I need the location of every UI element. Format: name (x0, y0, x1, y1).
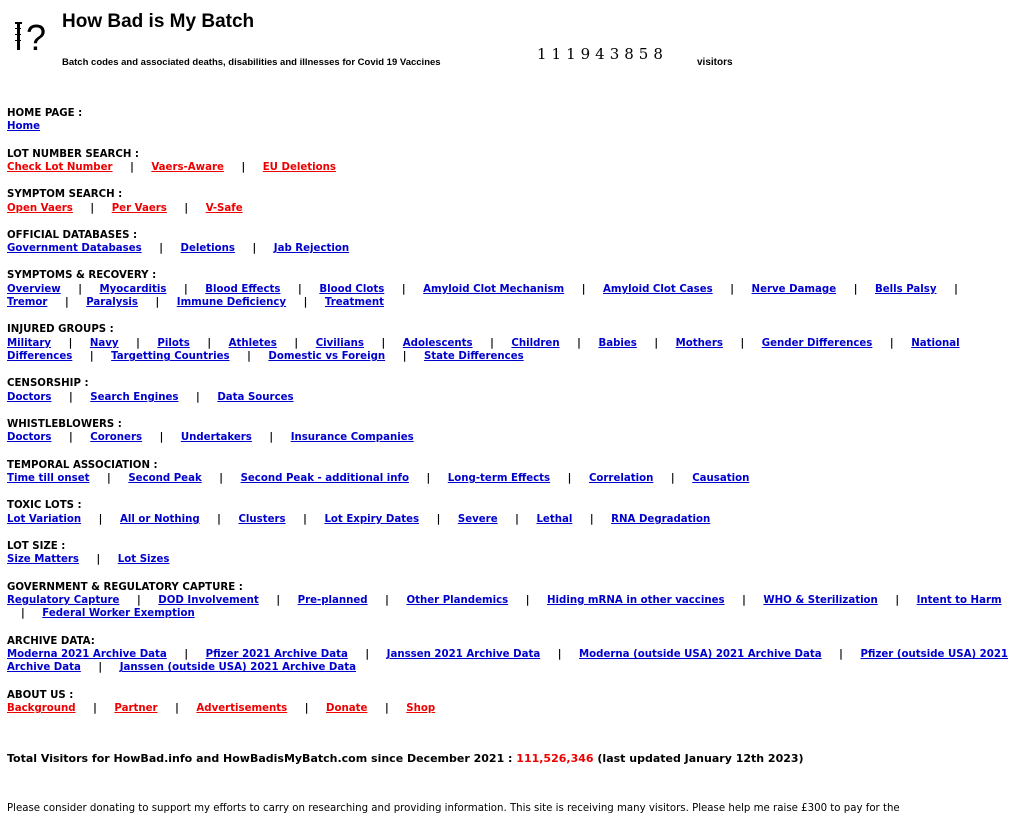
nav-link-government-databases[interactable]: Government Databases (7, 243, 142, 255)
link-separator: | (159, 432, 164, 444)
link-separator: | (184, 283, 188, 295)
nav-link-lot-expiry-dates[interactable]: Lot Expiry Dates (324, 513, 420, 525)
nav-link-amyloid-clot-mechanism[interactable]: Amyloid Clot Mechanism (423, 283, 565, 295)
nav-link-gender-differences[interactable]: Gender Differences (761, 337, 873, 349)
nav-link-pilots[interactable]: Pilots (157, 337, 190, 349)
section-heading: LOT NUMBER SEARCH : (7, 148, 139, 160)
menu-section-lot-size (7, 540, 1012, 567)
nav-link-clusters[interactable]: Clusters (238, 513, 286, 525)
nav-link-janssen-outside-usa-2021-archive-data[interactable]: Janssen (outside USA) 2021 Archive Data (119, 662, 357, 674)
link-separator: | (577, 337, 581, 349)
nav-link-nerve-damage[interactable]: Nerve Damage (751, 283, 837, 295)
link-separator: | (365, 648, 370, 660)
link-separator: | (137, 594, 141, 606)
nav-link-pre-planned[interactable]: Pre-planned (297, 594, 368, 606)
nav-link-vaers-aware[interactable]: Vaers-Aware (151, 162, 224, 174)
nav-link-moderna-outside-usa-2021-archive-data[interactable]: Moderna (outside USA) 2021 Archive Data (579, 648, 822, 660)
link-separator: | (303, 297, 308, 309)
link-separator: | (136, 337, 140, 349)
nav-link-targetting-countries[interactable]: Targetting Countries (111, 351, 230, 363)
link-separator: | (107, 473, 111, 485)
link-separator: | (269, 432, 274, 444)
section-links (7, 431, 1012, 444)
nav-link-background[interactable]: Background (7, 702, 76, 714)
nav-link-all-or-nothing[interactable]: All or Nothing (119, 513, 200, 525)
section-links (7, 202, 1012, 215)
link-separator: | (78, 283, 82, 295)
section-links (7, 161, 1012, 174)
section-heading: TEMPORAL ASSOCIATION : (7, 459, 158, 471)
menu-section-symptom-search (7, 188, 1012, 215)
section-heading: ABOUT US : (7, 689, 74, 701)
link-separator: | (196, 391, 200, 403)
link-separator: | (93, 702, 97, 714)
menu-section-about-us (7, 689, 1012, 716)
link-separator: | (567, 473, 572, 485)
link-separator: | (740, 337, 745, 349)
nav-link-jab-rejection[interactable]: Jab Rejection (273, 243, 350, 255)
nav-link-shop[interactable]: Shop (406, 702, 436, 714)
visitor-counter: 111943858 (537, 45, 668, 63)
menu-section-official-databases (7, 229, 1012, 256)
section-links (7, 337, 1012, 364)
nav-link-adolescents[interactable]: Adolescents (402, 337, 473, 349)
section-heading: CENSORSHIP : (7, 378, 89, 390)
link-separator: | (385, 594, 389, 606)
link-separator: | (130, 162, 134, 174)
link-separator: | (155, 297, 160, 309)
nav-link-regulatory-capture[interactable]: Regulatory Capture (7, 594, 120, 606)
link-separator: | (839, 648, 843, 660)
nav-link-babies[interactable]: Babies (598, 337, 637, 349)
nav-link-tremor[interactable]: Tremor (7, 297, 48, 309)
section-heading: INJURED GROUPS : (7, 324, 114, 336)
navigation-menu (7, 107, 1012, 729)
link-separator: | (64, 297, 69, 309)
section-heading: GOVERNMENT & REGULATORY CAPTURE : (7, 581, 243, 593)
nav-link-undertakers[interactable]: Undertakers (180, 432, 252, 444)
link-separator: | (207, 337, 212, 349)
visitors-label: visitors (697, 57, 733, 68)
section-links (7, 242, 1012, 255)
link-separator: | (90, 202, 95, 214)
section-links (7, 553, 1012, 566)
link-separator: | (303, 513, 307, 525)
link-separator: | (589, 513, 594, 525)
link-separator: | (96, 554, 101, 566)
section-links (7, 120, 1012, 133)
nav-link-open-vaers[interactable]: Open Vaers (7, 202, 73, 214)
nav-link-lot-variation[interactable]: Lot Variation (7, 513, 82, 525)
nav-link-federal-worker-exemption[interactable]: Federal Worker Exemption (42, 608, 195, 620)
nav-link-navy[interactable]: Navy (89, 337, 119, 349)
nav-link-insurance-companies[interactable]: Insurance Companies (290, 432, 414, 444)
section-links (7, 472, 1012, 485)
nav-link-pfizer-outside-usa-2021-archive-data[interactable]: Pfizer (outside USA) 2021 Archive Data (7, 648, 1009, 674)
link-separator: | (730, 283, 734, 295)
nav-link-intent-to-harm[interactable]: Intent to Harm (916, 594, 1002, 606)
nav-link-myocarditis[interactable]: Myocarditis (99, 283, 167, 295)
menu-section-censorship (7, 377, 1012, 404)
menu-section-whistleblowers (7, 418, 1012, 445)
nav-link-children[interactable]: Children (511, 337, 560, 349)
nav-link-hiding-mrna-in-other-vaccines[interactable]: Hiding mRNA in other vaccines (547, 594, 725, 606)
nav-link-doctors[interactable]: Doctors (7, 391, 52, 403)
link-separator: | (21, 608, 25, 620)
link-separator: | (436, 513, 441, 525)
nav-link-coroners[interactable]: Coroners (90, 432, 143, 444)
link-separator: | (490, 337, 494, 349)
svg-text:?: ? (26, 17, 47, 54)
link-separator: | (219, 473, 224, 485)
nav-link-amyloid-clot-cases[interactable]: Amyloid Clot Cases (602, 283, 713, 295)
nav-link-other-plandemics[interactable]: Other Plandemics (406, 594, 509, 606)
nav-link-overview[interactable]: Overview (7, 283, 61, 295)
menu-section-government-regulatory-capture (7, 581, 1012, 621)
link-separator: | (515, 513, 519, 525)
nav-link-national-differences[interactable]: National Differences (7, 337, 960, 363)
nav-link-advertisements[interactable]: Advertisements (196, 702, 288, 714)
link-separator: | (581, 283, 586, 295)
nav-link-dod-involvement[interactable]: DOD Involvement (158, 594, 259, 606)
menu-section-lot-number-search (7, 148, 1012, 175)
nav-link-eu-deletions[interactable]: EU Deletions (262, 162, 336, 174)
nav-link-lethal[interactable]: Lethal (536, 513, 573, 525)
nav-link-military[interactable]: Military (7, 337, 52, 349)
nav-link-time-till-onset[interactable]: Time till onset (7, 473, 90, 485)
site-subtitle: Batch codes and associated deaths, disabilities and illnesses for Covid 19 Vaccines (62, 57, 441, 68)
nav-link-deletions[interactable]: Deletions (180, 243, 235, 255)
nav-link-second-peak-additional-info[interactable]: Second Peak - additional info (240, 473, 409, 485)
nav-link-long-term-effects[interactable]: Long-term Effects (447, 473, 551, 485)
total-visitors-line (7, 752, 804, 765)
menu-section-home-page (7, 107, 1012, 134)
nav-link-second-peak[interactable]: Second Peak (128, 473, 202, 485)
site-title: How Bad is My Batch (62, 11, 255, 32)
nav-link-paralysis[interactable]: Paralysis (86, 297, 138, 309)
link-separator: | (304, 702, 309, 714)
link-separator: | (853, 283, 858, 295)
nav-link-size-matters[interactable]: Size Matters (7, 554, 79, 566)
link-separator: | (954, 283, 958, 295)
section-links (7, 391, 1012, 404)
nav-link-rna-degradation[interactable]: RNA Degradation (611, 513, 711, 525)
nav-link-search-engines[interactable]: Search Engines (90, 391, 179, 403)
link-separator: | (175, 702, 179, 714)
link-separator: | (184, 202, 189, 214)
nav-link-doctors[interactable]: Doctors (7, 432, 52, 444)
total-visitors-count: 111,526,346 (516, 752, 594, 765)
nav-link-blood-effects[interactable]: Blood Effects (205, 283, 281, 295)
link-separator: | (381, 337, 386, 349)
total-visitors-suffix: (last updated January 12th 2023) (597, 752, 804, 765)
section-links (7, 594, 1012, 621)
link-separator: | (670, 473, 675, 485)
nav-link-home[interactable]: Home (7, 121, 41, 133)
link-separator: | (654, 337, 659, 349)
menu-section-toxic-lots (7, 499, 1012, 526)
nav-link-pfizer-2021-archive-data[interactable]: Pfizer 2021 Archive Data (205, 648, 348, 660)
link-separator: | (69, 391, 73, 403)
link-separator: | (241, 162, 246, 174)
nav-link-civilians[interactable]: Civilians (315, 337, 364, 349)
link-separator: | (98, 662, 103, 674)
nav-link-state-differences[interactable]: State Differences (423, 351, 524, 363)
link-separator: | (252, 243, 257, 255)
link-separator: | (384, 702, 389, 714)
nav-link-check-lot-number[interactable]: Check Lot Number (7, 162, 113, 174)
nav-link-treatment[interactable]: Treatment (324, 297, 385, 309)
link-separator: | (68, 337, 73, 349)
link-separator: | (742, 594, 746, 606)
nav-link-v-safe[interactable]: V-Safe (205, 202, 243, 214)
nav-link-mothers[interactable]: Mothers (675, 337, 723, 349)
link-separator: | (98, 513, 103, 525)
section-heading: OFFICIAL DATABASES : (7, 229, 138, 241)
nav-link-partner[interactable]: Partner (114, 702, 158, 714)
link-separator: | (426, 473, 431, 485)
link-separator: | (184, 648, 189, 660)
nav-link-janssen-2021-archive-data[interactable]: Janssen 2021 Archive Data (386, 648, 541, 660)
site-logo-icon (15, 14, 57, 54)
nav-link-domestic-vs-foreign[interactable]: Domestic vs Foreign (268, 351, 386, 363)
section-links (7, 283, 1012, 310)
nav-link-who-sterilization[interactable]: WHO & Sterilization (763, 594, 878, 606)
nav-link-severe[interactable]: Severe (457, 513, 498, 525)
nav-link-moderna-2021-archive-data[interactable]: Moderna 2021 Archive Data (7, 648, 167, 660)
nav-link-lot-sizes[interactable]: Lot Sizes (117, 554, 170, 566)
section-links (7, 702, 1012, 715)
donate-appeal-text: Please consider donating to support my efforts to carry on researching and providing information. This site is receiving many visitors. Please help me raise £300 to pay for the (7, 803, 900, 814)
link-separator: | (159, 243, 163, 255)
menu-section-injured-groups (7, 323, 1012, 363)
menu-section-temporal-association (7, 459, 1012, 486)
menu-section-symptoms-recovery (7, 269, 1012, 309)
section-heading: LOT SIZE : (7, 540, 66, 552)
section-links (7, 648, 1012, 675)
section-heading: WHISTLEBLOWERS : (7, 419, 122, 431)
link-separator: | (895, 594, 900, 606)
nav-link-correlation[interactable]: Correlation (588, 473, 654, 485)
link-separator: | (276, 594, 281, 606)
nav-link-donate[interactable]: Donate (326, 702, 368, 714)
nav-link-data-sources[interactable]: Data Sources (217, 391, 294, 403)
link-separator: | (525, 594, 530, 606)
link-separator: | (89, 351, 94, 363)
section-heading: TOXIC LOTS : (7, 500, 82, 512)
link-separator: | (401, 283, 406, 295)
link-separator: | (889, 337, 894, 349)
link-separator: | (294, 337, 299, 349)
nav-link-immune-deficiency[interactable]: Immune Deficiency (176, 297, 287, 309)
nav-link-per-vaers[interactable]: Per Vaers (111, 202, 167, 214)
link-separator: | (298, 283, 302, 295)
nav-link-causation[interactable]: Causation (692, 473, 750, 485)
section-heading: ARCHIVE DATA: (7, 635, 95, 647)
total-visitors-prefix: Total Visitors for HowBad.info and HowBadisMyBatch.com since December 2021 : (7, 752, 513, 765)
nav-link-bells-palsy[interactable]: Bells Palsy (874, 283, 937, 295)
link-separator: | (69, 432, 73, 444)
nav-link-blood-clots[interactable]: Blood Clots (319, 283, 385, 295)
section-heading: HOME PAGE : (7, 108, 83, 119)
nav-link-athletes[interactable]: Athletes (228, 337, 277, 349)
section-heading: SYMPTOM SEARCH : (7, 189, 123, 201)
section-links (7, 513, 1012, 526)
link-separator: | (247, 351, 251, 363)
menu-section-archive-data (7, 635, 1012, 675)
section-heading: SYMPTOMS & RECOVERY : (7, 270, 157, 282)
link-separator: | (402, 351, 407, 363)
link-separator: | (557, 648, 562, 660)
link-separator: | (217, 513, 221, 525)
